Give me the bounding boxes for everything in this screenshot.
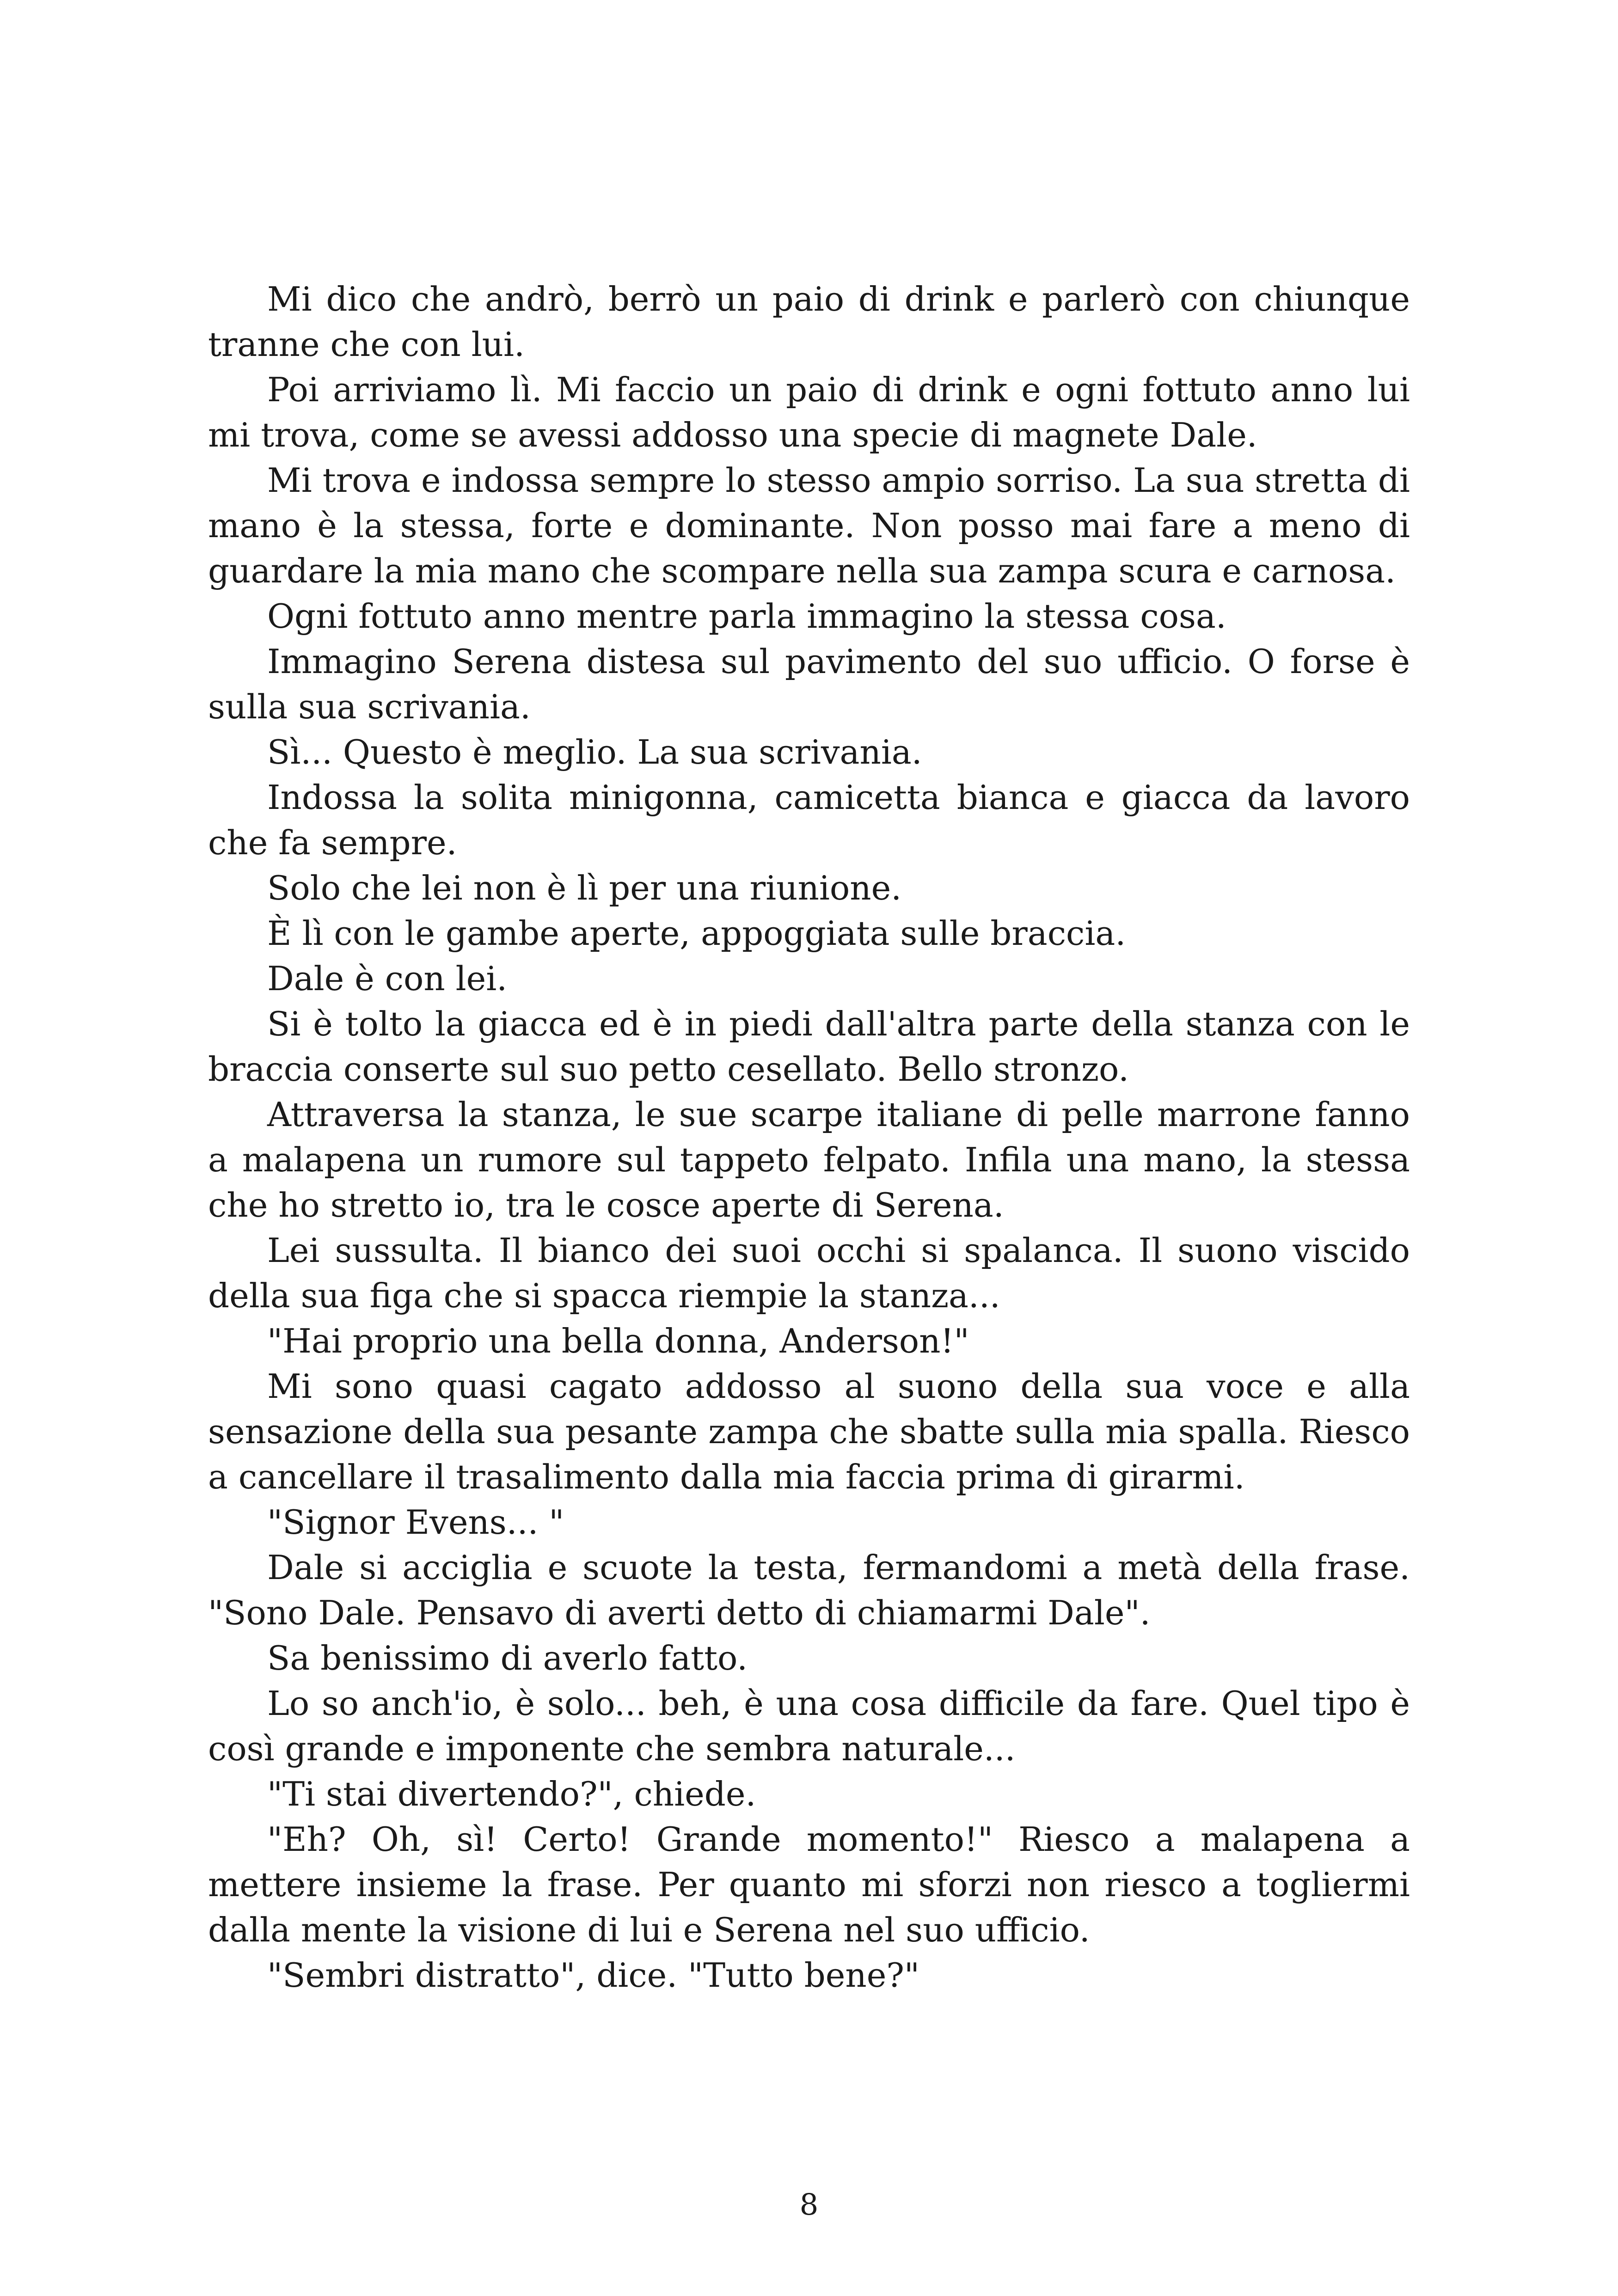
paragraph: "Signor Evens... ": [267, 1503, 564, 1542]
paragraph: Ogni fottuto anno mentre parla immagino la stessa cosa.: [267, 597, 1226, 636]
paragraph: È lì con le gambe aperte, appoggiata sulle braccia.: [267, 914, 1126, 953]
paragraph: Indossa la solita minigonna, camicetta bianca e giacca da lavoro che fa sempre.: [208, 778, 1410, 862]
paragraph: Dale è con lei.: [267, 959, 508, 998]
paragraph: Dale si acciglia e scuote la testa, fermandomi a metà della frase. "Sono Dale. Pensavo di averti detto di chiamarmi Dale".: [208, 1548, 1410, 1632]
paragraph: Si è tolto la giacca ed è in piedi dall'altra parte della stanza con le braccia conserte sul suo petto cesellato. Bello stronzo.: [208, 1004, 1410, 1089]
paragraph: Sì... Questo è meglio. La sua scrivania.: [267, 733, 922, 771]
paragraph: Mi trova e indossa sempre lo stesso ampio sorriso. La sua stretta di mano è la stessa, forte e dominante. Non posso mai fare a meno di guardare la mia mano che scompare nella sua zampa scura e carnosa.: [208, 461, 1410, 590]
paragraph: Lo so anch'io, è solo... beh, è una cosa difficile da fare. Quel tipo è così grande e imponente che sembra naturale...: [208, 1684, 1410, 1768]
paragraph: Sa benissimo di averlo fatto.: [267, 1639, 748, 1678]
paragraph: Attraversa la stanza, le sue scarpe italiane di pelle marrone fanno a malapena un rumore sul tappeto felpato. Infila una mano, la stessa che ho stretto io, tra le cosce aperte di Serena.: [208, 1095, 1410, 1225]
paragraph: Mi sono quasi cagato addosso al suono della sua voce e alla sensazione della sua pesante zampa che sbatte sulla mia spalla. Riesco a cancellare il trasalimento dalla mia faccia prima di girarmi.: [208, 1367, 1410, 1496]
paragraph: Poi arriviamo lì. Mi faccio un paio di drink e ogni fottuto anno lui mi trova, come se avessi addosso una specie di magnete Dale.: [208, 370, 1410, 454]
paragraph: "Ti stai divertendo?", chiede.: [267, 1775, 756, 1813]
paragraph: Immagino Serena distesa sul pavimento del suo ufficio. O forse è sulla sua scrivania.: [208, 642, 1410, 726]
page-number: 8: [799, 2188, 819, 2222]
paragraph: "Hai proprio una bella donna, Anderson!": [267, 1322, 969, 1360]
paragraph: "Eh? Oh, sì! Certo! Grande momento!" Riesco a malapena a mettere insieme la frase. Per quanto mi sforzi non riesco a togliermi dalla mente la visione di lui e Serena nel suo ufficio.: [208, 1820, 1410, 1949]
paragraph: Lei sussulta. Il bianco dei suoi occhi si spalanca. Il suono viscido della sua figa che si spacca riempie la stanza...: [208, 1231, 1410, 1315]
paragraph: Mi dico che andrò, berrò un paio di drink e parlerò con chiunque tranne che con lui.: [208, 280, 1410, 364]
paragraph: "Sembri distratto", dice. "Tutto bene?": [267, 1956, 920, 1995]
paragraph: Solo che lei non è lì per una riunione.: [267, 869, 902, 907]
body-text: [208, 276, 1410, 1998]
